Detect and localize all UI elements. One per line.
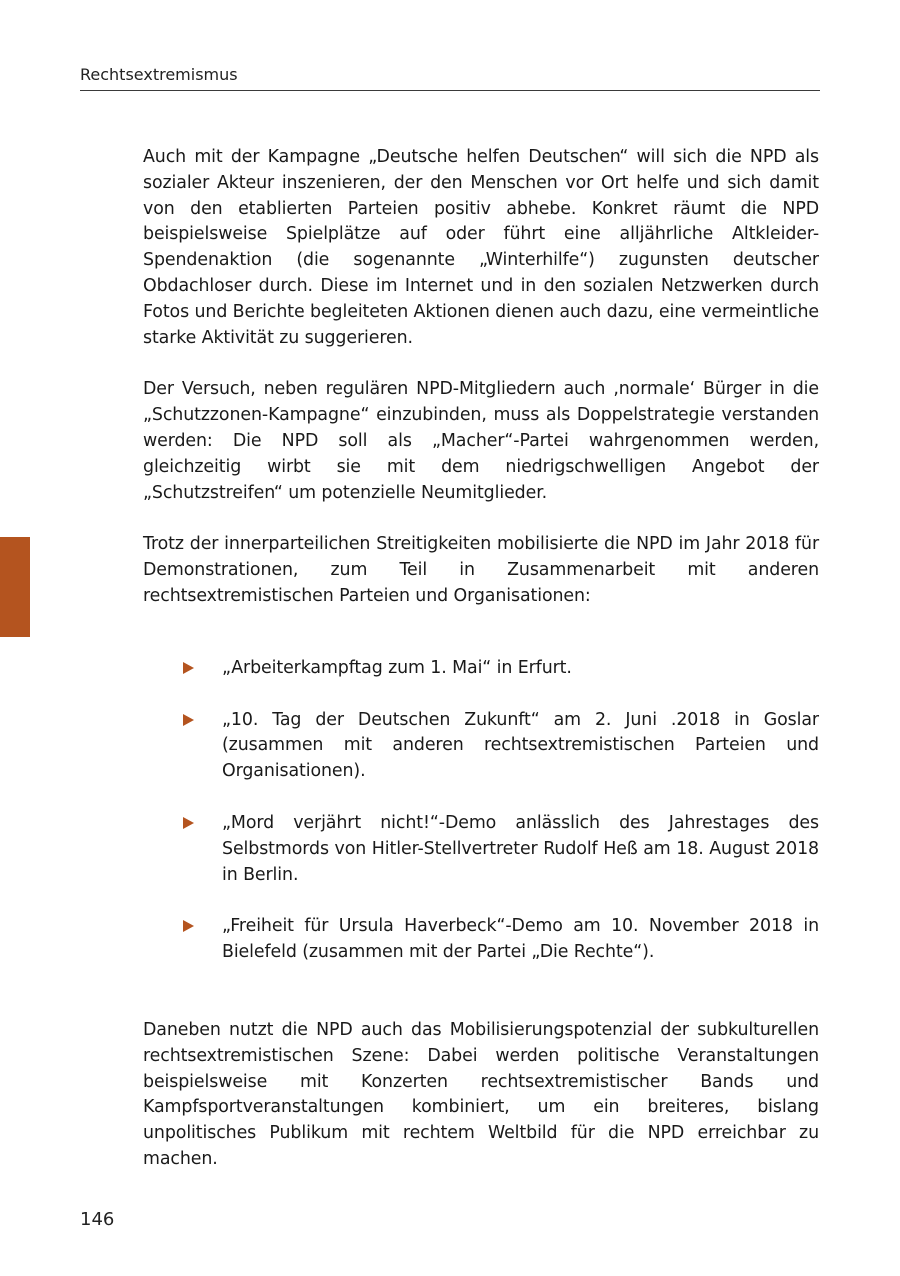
paragraph-mobilization: Trotz der innerparteilichen Streitigkeiten mobilisierte die NPD im Jahr 2018 für Demonstrationen, zum Teil in Zusammenarbeit mit anderen rechtsextremistischen Parteien und Organisationen: <box>143 534 819 606</box>
list-item-text: „Freiheit für Ursula Haverbeck“-Demo am 10. November 2018 in Bielefeld (zusammen mit der Partei „Die Rechte“). <box>222 916 819 963</box>
list-item-text: „10. Tag der Deutschen Zukunft“ am 2. Juni .2018 in Goslar (zusammen mit anderen rechtsextremistischen Parteien und Organisationen). <box>222 709 819 782</box>
list-item <box>143 914 819 966</box>
triangle-bullet-icon <box>183 817 194 829</box>
paragraph-double-strategy: Der Versuch, neben regulären NPD-Mitgliedern auch ‚normale‘ Bürger in die „Schutzzonen-Kampagne“ einzubinden, muss als Doppelstrategie verstanden werden: Die NPD soll als „Macher“-Partei wahrgenommen werden, gleichzeitig wirbt sie mit dem niedrigschwelligen Angebot der „Schutzstreifen“ um potenzielle Neumitglieder. <box>143 379 819 503</box>
list-item <box>143 811 819 888</box>
main-content <box>143 145 819 1173</box>
list-item-text: „Mord verjährt nicht!“-Demo anlässlich des Jahrestages des Selbstmords von Hitler-Stellvertreter Rudolf Heß am 18. August 2018 in Berlin. <box>222 812 819 885</box>
list-item <box>143 708 819 785</box>
demonstration-list <box>143 656 819 966</box>
triangle-bullet-icon <box>183 920 194 932</box>
list-item <box>143 656 819 682</box>
page-number: 146 <box>80 1209 115 1230</box>
list-item-text: „Arbeiterkampftag zum 1. Mai“ in Erfurt. <box>222 657 572 678</box>
running-header <box>80 64 820 91</box>
paragraph-subculture: Daneben nutzt die NPD auch das Mobilisierungspotenzial der subkulturellen rechtsextremistischen Szene: Dabei werden politische Veranstaltungen beispielsweise mit Konzerten rechtsextremistischer Bands und Kampfsportveranstaltungen kombiniert, um ein breiteres, bislang unpolitisches Publikum mit rechtem Weltbild für die NPD erreichbar zu machen. <box>143 1019 819 1169</box>
running-title: Rechtsextremismus <box>80 65 238 84</box>
paragraph-campaign: Auch mit der Kampagne „Deutsche helfen Deutschen“ will sich die NPD als sozialer Akteur inszenieren, der den Menschen vor Ort helfe und sich damit von den etablierten Parteien positiv abhebe. Konkret räumt die NPD beispielsweise Spielplätze auf oder führt eine alljährliche Altkleider-Spendenaktion (die sogenannte „Winterhilfe“) zugunsten deutscher Obdachloser durch. Diese im Internet und in den sozialen Netzwerken durch Fotos und Berichte begleiteten Aktionen dienen auch dazu, eine vermeintliche starke Aktivität zu suggerieren. <box>143 147 819 348</box>
triangle-bullet-icon <box>183 714 194 726</box>
chapter-side-tab <box>0 537 30 637</box>
triangle-bullet-icon <box>183 662 194 674</box>
